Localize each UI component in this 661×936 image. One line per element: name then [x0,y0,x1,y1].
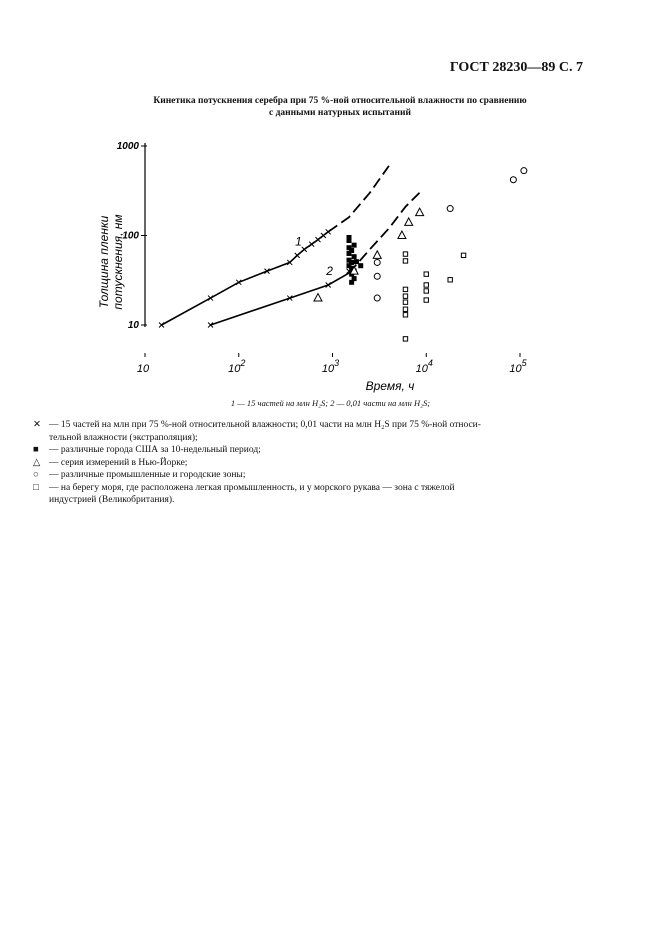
page-header: ГОСТ 28230—89 С. 7 [449,60,583,75]
curve-2-extrapolated [349,190,422,273]
chart-axes [141,143,520,357]
symbol-legend [33,419,593,507]
triangle-mark [314,294,322,302]
legend-row [33,469,593,482]
legend-text: тельной влажности (экстраполяция); [49,432,198,443]
triangle-mark [398,231,406,239]
legend-text: — различные промышленные и городские зоны; [49,470,246,480]
x-axis-label: Время, ч [365,379,415,393]
x-tick-label: $10^5$ [509,358,527,375]
x-tick-label: $10^3$ [321,358,340,375]
square-mark [403,313,407,317]
triangle-mark [373,251,381,259]
square-mark [403,337,407,341]
legend-symbol: ○ [33,470,39,480]
square-mark [424,298,428,302]
square-mark [461,253,465,257]
cross-mark [208,296,213,301]
filled-square-mark [349,280,354,285]
triangle-mark [405,218,413,226]
circle-mark [447,206,453,212]
legend-text: — на берегу моря, где расположена легкая промышленность, и у морского рукава — зона с тяжелой [49,482,455,493]
curve-2-measured [211,273,350,325]
legend-row [33,419,593,432]
y-tick-label: 100 [122,230,139,242]
caption-line-2: с данными натурных испытаний [269,108,411,118]
square-mark [448,278,452,282]
caption-line-1: Кинетика потускнения серебра при 75 %-ной относительной влажности по сравнению [153,96,527,106]
legend-row [33,444,593,457]
legend-text: — различные города США за 10-недельный период; [49,445,261,455]
square-mark [403,252,407,256]
triangle-mark [416,208,424,216]
cross-mark [159,323,164,328]
filled-square-mark [347,251,352,256]
square-mark [424,289,428,293]
filled-square-mark [352,254,357,259]
legend-row [33,494,593,507]
legend-text: — серия измерений в Нью-Йорке; [49,457,188,468]
legend-text: индустрией (Великобритания). [49,495,175,505]
cross-mark [326,229,331,234]
square-mark [403,300,407,304]
square-mark [403,287,407,291]
cross-mark [321,233,326,238]
legend-row [33,457,593,470]
curve-1-label: 1 [295,234,302,249]
cross-mark [302,247,307,252]
filled-square-mark [354,259,359,264]
curve-1-extrapolated [328,166,389,232]
legend-symbol: □ [33,482,39,493]
legend-row [33,482,593,495]
y-tick-label: 10 [127,320,139,331]
y-tick-label: 1000 [116,141,139,152]
filled-square-mark [347,238,352,243]
legend-text: — 15 частей на млн при 75 %-ной относительной влажности; 0,01 части на млн H₂S при 75 %-ной относи- [49,420,481,430]
filled-square-mark [352,243,357,248]
legend-symbol: ■ [33,445,39,455]
cross-mark [295,253,300,258]
y-axis-label-line2: потускнения, нм [111,214,125,310]
legend-symbol: ✕ [33,420,41,430]
square-mark [403,294,407,298]
legend-symbol: △ [33,457,41,468]
square-mark [403,307,407,311]
curve-1-measured [162,232,329,325]
square-mark [424,272,428,276]
square-mark [403,259,407,263]
filled-square-mark [358,263,363,268]
y-axis-label-line1: Толщина пленки [97,215,111,309]
x-tick-label: $10^2$ [228,358,246,375]
circle-mark [521,168,527,174]
circle-mark [510,177,516,183]
x-tick-label: $10^4$ [415,358,433,375]
tarnish-chart [0,0,661,400]
circle-mark [374,273,380,279]
chart-marks [159,168,527,341]
cross-mark [309,242,314,247]
cross-mark [315,237,320,242]
curve-2-label: 2 [326,263,333,278]
curve-legend [0,398,661,408]
curve-legend-text: 1 — 15 частей на млн H₂S; 2 — 0,01 части на млн H₂S; [230,398,431,408]
circle-mark [374,259,380,265]
circle-mark [374,295,380,301]
x-tick-label: 10 [136,363,150,375]
chart-labels [97,141,528,393]
square-mark [424,283,428,287]
chart-curves [162,166,423,325]
legend-row [33,432,593,445]
